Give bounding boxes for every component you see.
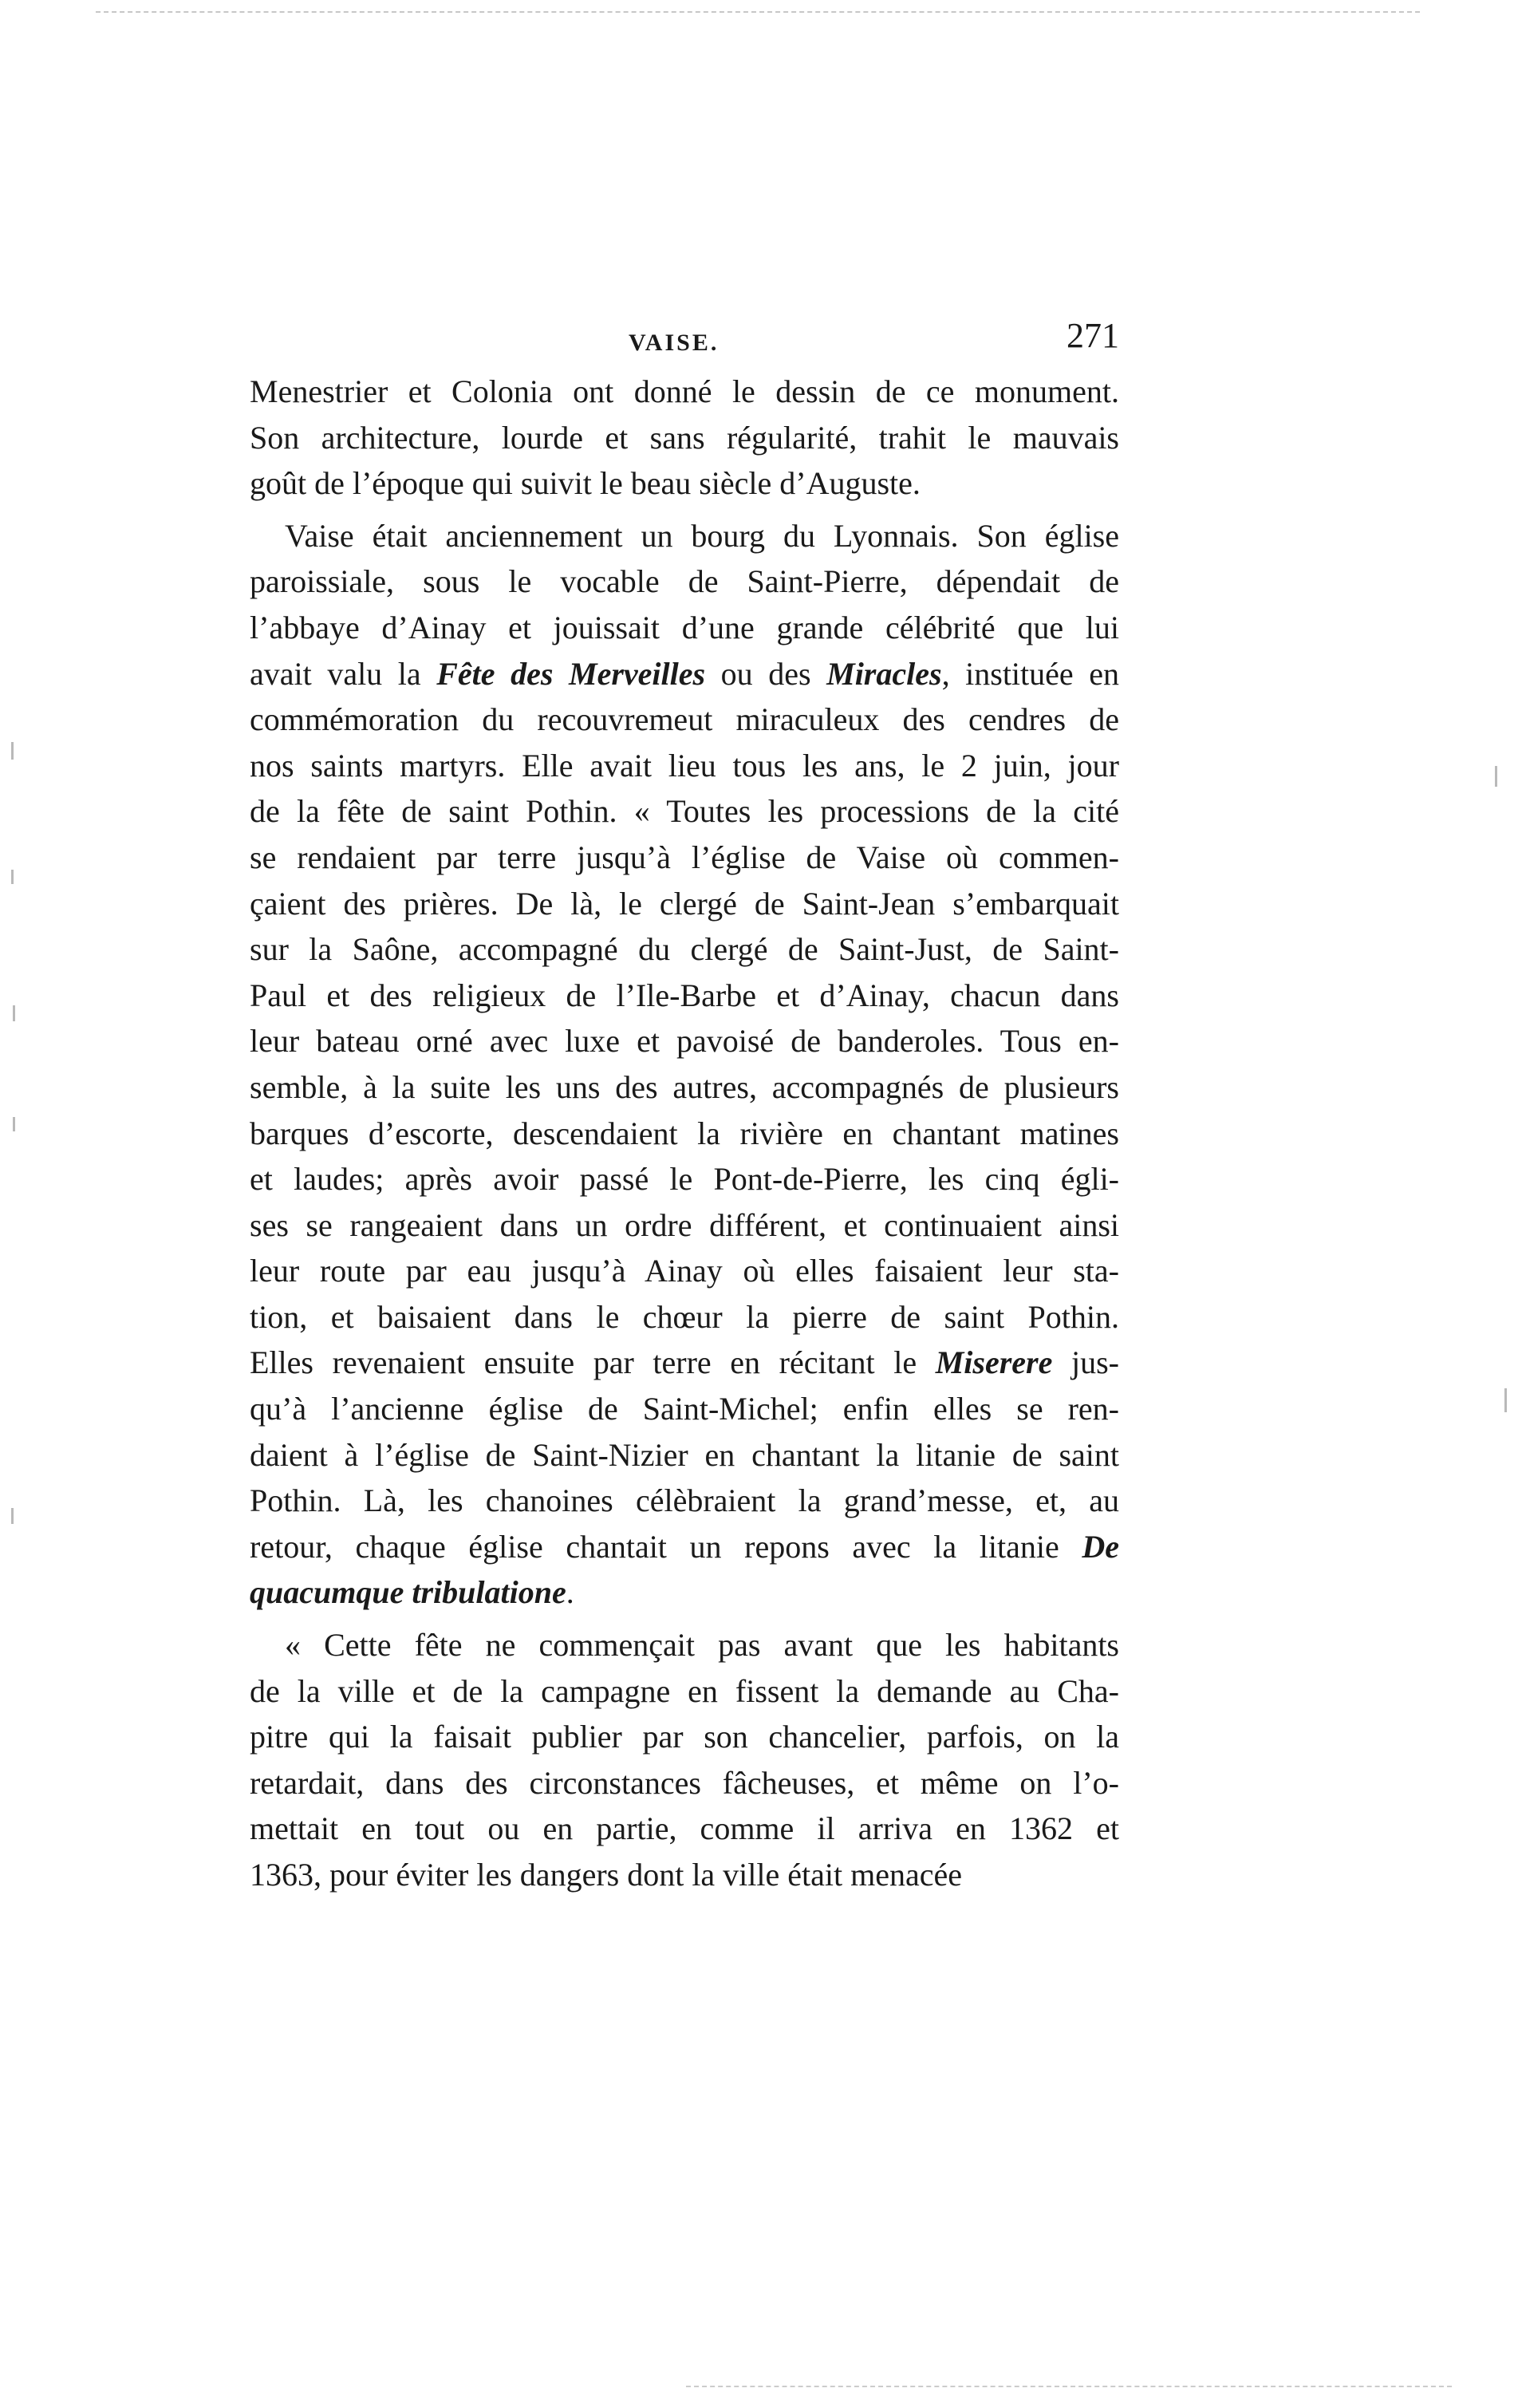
text-segment: avait valu la (250, 655, 437, 692)
text-segment: leur bateau orné avec luxe et pavoisé de banderoles. Tous en- (250, 1023, 1119, 1060)
paragraph (250, 1622, 1119, 1898)
text-segment: semble, à la suite les uns des autres, accompagnés de plusieurs (250, 1068, 1119, 1105)
margin-mark (13, 1117, 15, 1131)
italic-text: Miserere (935, 1344, 1053, 1381)
text-line (250, 1569, 1119, 1616)
text-segment: Menestrier et Colonia ont donné le dessin de ce monument. (250, 373, 1119, 409)
text-line (250, 369, 1119, 415)
text-line (250, 605, 1119, 651)
text-segment: ou des (705, 655, 827, 692)
text-line (250, 1386, 1119, 1432)
italic-text: quacumque tribulatione (250, 1574, 566, 1611)
text-line (250, 1340, 1119, 1386)
text-segment: , instituée en (941, 655, 1120, 692)
margin-mark (1495, 766, 1497, 787)
text-line (250, 1432, 1119, 1478)
margin-mark (11, 742, 14, 760)
text-segment: goût de l’époque qui suivit le beau siècle d’Auguste. (250, 465, 921, 502)
text-segment: jus- (1052, 1344, 1119, 1381)
italic-text: Fête des Merveilles (436, 655, 706, 692)
text-line (250, 1622, 1119, 1668)
text-segment: « Cette fête ne commençait pas avant que les habitants (285, 1627, 1119, 1664)
page-number: 271 (1067, 316, 1119, 355)
text-segment: Paul et des religieux de l’Ile-Barbe et d’Ainay, chacun dans (250, 977, 1119, 1013)
text-segment: Pothin. Là, les chanoines célèbraient la grand’messe, et, au (250, 1482, 1119, 1519)
text-segment: pitre qui la faisait publier par son chancelier, parfois, on la (250, 1719, 1119, 1755)
text-segment: se rendaient par terre jusqu’à l’église de Vaise où commen- (250, 839, 1119, 875)
text-segment: daient à l’église de Saint-Nizier en chantant la litanie de saint (250, 1436, 1119, 1473)
text-line (250, 1524, 1119, 1570)
text-line (250, 1111, 1119, 1157)
margin-mark (1504, 1388, 1507, 1412)
text-segment: ses se rangeaient dans un ordre différent, et continuaient ainsi (250, 1206, 1119, 1243)
text-line (250, 460, 1119, 507)
text-segment: Son architecture, lourde et sans régularité, trahit le mauvais (250, 419, 1119, 456)
text-segment: çaient des prières. De là, le clergé de Saint-Jean s’embarquait (250, 885, 1119, 922)
running-head-title: VAISE. (629, 330, 720, 356)
text-line (250, 1760, 1119, 1806)
margin-mark (11, 1508, 14, 1524)
text-line (250, 1018, 1119, 1064)
text-segment: qu’à l’ancienne église de Saint-Michel; enfin elles se ren- (250, 1391, 1119, 1427)
text-segment: paroissiale, sous le vocable de Saint-Pierre, dépendait de (250, 563, 1119, 600)
text-segment: de la ville et de la campagne en fissent la demande au Cha- (250, 1672, 1119, 1709)
text-segment: commémoration du recouvremeut miraculeux des cendres de (250, 701, 1119, 738)
margin-mark (11, 870, 14, 884)
text-segment: de la fête de saint Pothin. « Toutes les processions de la cité (250, 793, 1119, 830)
text-line (250, 926, 1119, 973)
text-line (250, 651, 1119, 697)
text-line (250, 1064, 1119, 1111)
text-line (250, 1156, 1119, 1202)
text-line (250, 743, 1119, 789)
body-text (250, 369, 1119, 1898)
text-segment: barques d’escorte, descendaient la rivière en chantant matines (250, 1115, 1119, 1151)
paragraph (250, 513, 1119, 1616)
text-segment: Vaise était anciennement un bourg du Lyonnais. Son église (285, 517, 1119, 554)
text-segment: et laudes; après avoir passé le Pont-de-Pierre, les cinq égli- (250, 1161, 1119, 1198)
paragraph-gap (250, 507, 1119, 513)
text-segment: nos saints martyrs. Elle avait lieu tous les ans, le 2 juin, jour (250, 747, 1119, 784)
text-line (250, 881, 1119, 927)
text-line (250, 1202, 1119, 1249)
text-line (250, 415, 1119, 461)
text-line (250, 697, 1119, 743)
text-line (250, 1668, 1119, 1715)
running-head (250, 315, 1119, 363)
text-line (250, 788, 1119, 835)
text-segment: . (566, 1574, 574, 1611)
text-segment: sur la Saône, accompagné du clergé de Saint-Just, de Saint- (250, 931, 1119, 968)
text-line (250, 1478, 1119, 1524)
text-segment: Elles revenaient ensuite par terre en récitant le (250, 1344, 936, 1381)
text-line (250, 513, 1119, 559)
text-line (250, 1852, 1119, 1898)
text-line (250, 835, 1119, 881)
scan-edge-bottom (686, 2386, 1452, 2387)
paragraph-gap (250, 1616, 1119, 1622)
text-line (250, 1714, 1119, 1760)
italic-text: Miracles (826, 655, 942, 692)
scan-edge-top (96, 11, 1420, 13)
text-segment: tion, et baisaient dans le chœur la pierre de saint Pothin. (250, 1298, 1119, 1335)
text-segment: leur route par eau jusqu’à Ainay où elles faisaient leur sta- (250, 1253, 1119, 1289)
text-segment: retour, chaque église chantait un repons avec la litanie (250, 1528, 1082, 1565)
paragraph (250, 369, 1119, 507)
text-line (250, 973, 1119, 1019)
text-segment: retardait, dans des circonstances fâcheuses, et même on l’o- (250, 1764, 1119, 1801)
text-segment: 1363, pour éviter les dangers dont la ville était menacée (250, 1857, 963, 1893)
italic-text: De (1082, 1528, 1119, 1565)
text-segment: mettait en tout ou en partie, comme il arriva en 1362 et (250, 1810, 1119, 1847)
text-line (250, 1248, 1119, 1294)
text-segment: l’abbaye d’Ainay et jouissait d’une grande célébrité que lui (250, 609, 1119, 645)
margin-mark (13, 1005, 15, 1021)
text-line (250, 1294, 1119, 1340)
text-line (250, 1806, 1119, 1852)
text-line (250, 559, 1119, 605)
